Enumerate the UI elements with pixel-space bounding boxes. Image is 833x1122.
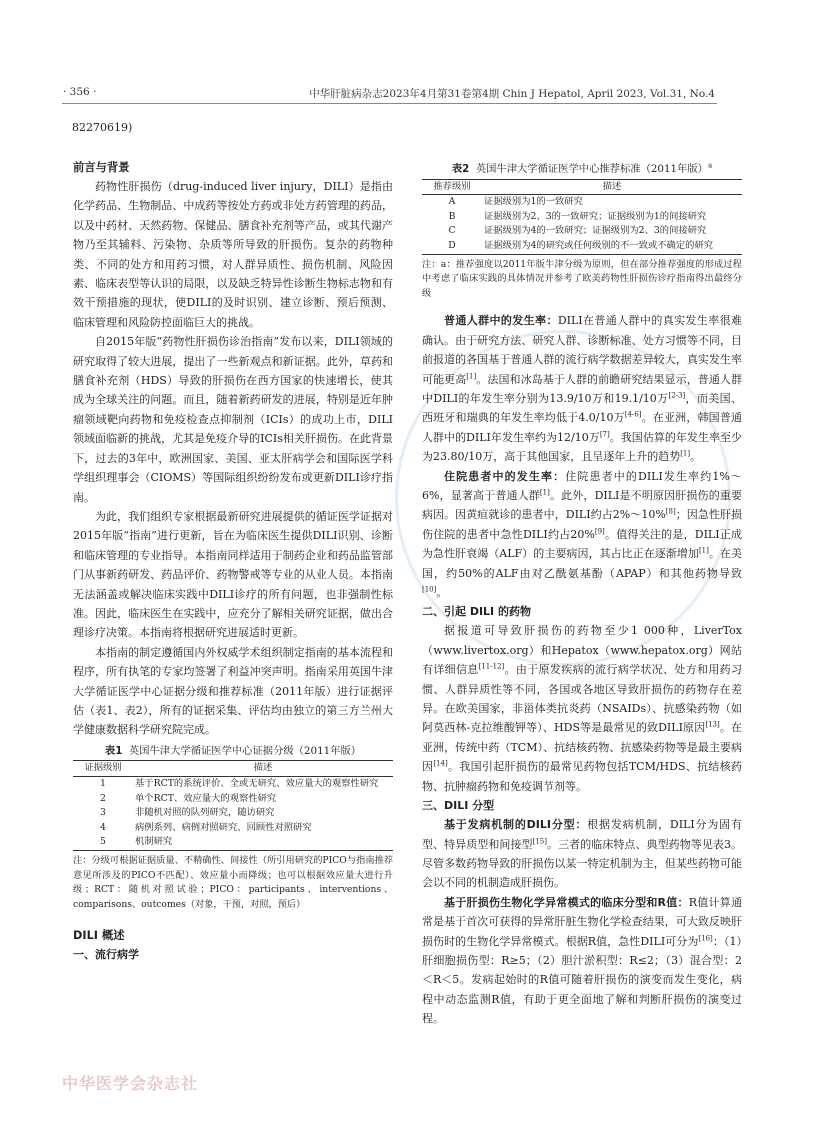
page-number: · 356 · [63,86,97,98]
left-column [73,158,393,964]
paragraph-inpatient-incidence: 住院患者中的发生率：住院患者中的DILI发生率约1%～6%，显著高于普通人群[1]。此外，DILI是不明原因肝损伤的重要病因。因黄疸就诊的患者中，DILI约占2%～10%[8]；因急性肝损伤住院的患者中急性DILI约占20%[9]。值得关注的是，DILI正成为急性肝衰竭（ALF）的主要病因，其占比正在逐渐增加[1]。在美国，约50%的ALF由对乙酰氨基酚（APAP）和其他药物导致[10]。 [422,469,743,600]
table-row: 4 病例系列、病例对照研究、回顾性对照研究 [100,821,312,833]
table-1 [73,744,393,913]
paragraph: 为此，我们组织专家根据最新研究进展提供的循证医学证据对2015年版“指南”进行更新，旨在为临床医生提供DILI识别、诊断和临床管理的专业指导。本指南同样适用于制药企业和药品监管部门从事新药研发、药品评价、药物警戒等专业的从业人员。本指南无法涵盖或解决临床实践中DILI诊疗的所有问题，也非强制性标准。因此，临床医生在实践中，应充分了解相关研究证据，做出合理诊疗决策。本指南将根据研究进展适时更新。 [73,509,393,640]
subsection-heading-classification: 三、DILI 分型 [422,799,495,813]
table-note: 注：a：推荐强度以2011年版牛津分级为原则，但在部分推荐强度的形成过程中考虑了临床实践的具体情况并参考了欧美药物性肝损伤诊疗指南得出最终分级 [422,258,742,299]
table-note: 注：分级可根据证据质量、不精确性、间接性（所引用研究的PICO与指南推荐意见所涉及的PICO不匹配）、效应量小而降级；也可以根据效应量大进行升级；RCT：随机对照试验；PICO：participants、interventions、comparisons、outcomes（对象，干预，对照，预后） [73,854,393,910]
table-row: A 证据级别为1的一致研究 [448,196,583,208]
table-caption: 表1 英国牛津大学循证医学中心证据分级（2011年版） [104,744,362,757]
header-rule [62,103,717,104]
paragraph-general-incidence: 普通人群中的发生率：DILI在普通人群中的真实发生率很难确认。由于研究方法、研究人群、诊断标准、处方习惯等不同，目前报道的各国基于普通人群的流行病学数据差异较大，真实发生率可能更高[1]。法国和冰岛基于人群的前瞻研究结果显示，普通人群中DILI的年发生率分别为13.9/10万和19.1/10万[2-3]，而美国、西班牙和瑞典的年发生率均低于4.0/10万[4-6]。在亚洲，韩国普通人群中的DILI年发生率约为12/10万[7]。我国估算的年发生率至少为23.80/10万，高于其他国家，且呈逐年上升的趋势[1]。 [422,314,743,464]
paragraph-mechanism: 基于发病机制的DILI分型：根据发病机制，DILI分为固有型、特异质型和间接型[15]。三者的临床特点、典型药物等见表3。尽管多数药物导致的肝损伤以某一特定机制为主，但某些药物可能会以不同的机制造成肝损伤。 [422,818,743,890]
section-heading-overview: DILI 概述 [73,929,125,943]
table-row: D 证据级别为4的研究或任何级别的不一致或不确定的研究 [422,239,742,254]
table-row: 2 单个RCT、效应量大的观察性研究 [100,792,277,804]
section-heading-foreword: 前言与背景 [73,161,130,174]
paragraph-r-value: 基于肝损伤生物化学异常模式的临床分型和R值：R值计算通常是基于首次可获得的异常肝脏生物化学检查结果，可大致反映肝损伤时的生物化学异常模式。根据R值，急性DILI可分为[16]：（1）肝细胞损伤型：R≥5；（2）胆汁淤积型：R≤2；（3）混合型：2＜R＜5。发病起始时的R值可随着肝损伤的演变而发生变化，病程中动态监测R值，有助于更全面地了解和判断肝损伤的演变过程。 [422,895,742,1026]
paragraph: 自2015年版“药物性肝损伤诊治指南”发布以来，DILI领域的研究取得了较大进展，提出了一些新观点和新证据。此外，草药和膳食补充剂（HDS）导致的肝损伤在西方国家的快速增长，使其成为全球关注的问题。而且，随着新药研发的进展，特别是近年肿瘤领域靶向药物和免疫检查点抑制剂（ICIs）的成功上市，DILI领域面临新的挑战，尤其是免疫介导的ICIs相关肝损伤。在此背景下，过去的3年中，欧洲国家、美国、亚太肝病学会和国际医学科学组织理事会（CIOMS）等国际组织纷纷发布或更新DILI诊疗指南。 [73,335,393,504]
table-header: 推荐级别 [433,180,471,192]
table-2 [422,162,742,301]
table-row: B 证据级别为2、3的一致研究；证据级别为1的间接研究 [448,210,707,222]
paragraph: 本指南的制定遵循国内外权威学术组织制定指南的基本流程和程序，所有执笔的专家均签署了利益冲突声明。指南采用英国牛津大学循证医学中心证据分级和推荐标准（2011年版）进行证据评估（表1、表2），所有的证据采集、评估均由独立的第三方兰州大学健康数据科学研究院完成。 [73,645,393,737]
journal-citation: 中华肝脏病杂志2023年4月第31卷第4期 Chin J Hepatol, April 2023, Vol.31, No.4 [309,88,715,100]
table-row: 1 基于RCT的系统评价、全或无研究、效应量大的观察性研究 [100,777,379,789]
subsection-heading-drugs: 二、引起 DILI 的药物 [422,605,531,619]
table-header: 证据级别 [84,762,122,774]
right-column [422,162,742,1029]
table-row: C 证据级别为4的一致研究；证据级别为2、3的间接研究 [448,225,707,237]
paragraph-drugs: 据报道可导致肝损伤的药物至少1 000种，LiverTox（www.livertox.org）和Hepatox（www.hepatox.org）网站有详细信息[11-12]。由于原发疾病的流行病学状况、处方和用药习惯、人群异质性等不同，各国或各地区导致肝损伤的药物存在差异。在欧美国家，非甾体类抗炎药（NSAIDs）、抗感染药物（如阿莫西林-克拉维酸钾等）、HDS等是最常见的致DILI原因[13]。在亚洲，传统中药（TCM）、抗结核药物、抗感染药物等是最主要病因[14]。我国引起肝损伤的最常见药物包括TCM/HDS、抗结核药物、抗肿瘤药物和免疫调节剂等。 [422,624,743,793]
subsection-heading-epidemiology: 一、流行病学 [73,948,139,962]
paragraph: 药物性肝损伤（drug-induced liver injury，DILI）是指由化学药品、生物制品、中成药等按处方药或非处方药管理的药品，以及中药材、天然药物、保健品、膳食补充剂等产品，或其代谢产物乃至其辅料、污染物、杂质等所导致的肝损伤。复杂的药物种类、不同的处方和用药习惯，对人群异质性、损伤机制、风险因素、临床表型等认识的局限，以及缺乏特异性诊断生物标志物和有效干预措施的现状，使DILI的及时识别、建立诊断、预后预测、临床管理和风险防控面临巨大的挑战。 [73,180,393,329]
publisher-watermark: 中华医学会杂志社 [62,1074,199,1093]
table-row: 5 机制研究 [73,835,393,850]
continued-text: 82270619) [72,121,133,134]
table-header: 描述 [253,762,273,774]
table-caption: 表2 英国牛津大学循证医学中心推荐标准（2011年版）$^a$ [451,161,713,175]
table-header: 描述 [602,180,622,192]
table-row: 3 非随机对照的队列研究，随访研究 [100,807,275,819]
